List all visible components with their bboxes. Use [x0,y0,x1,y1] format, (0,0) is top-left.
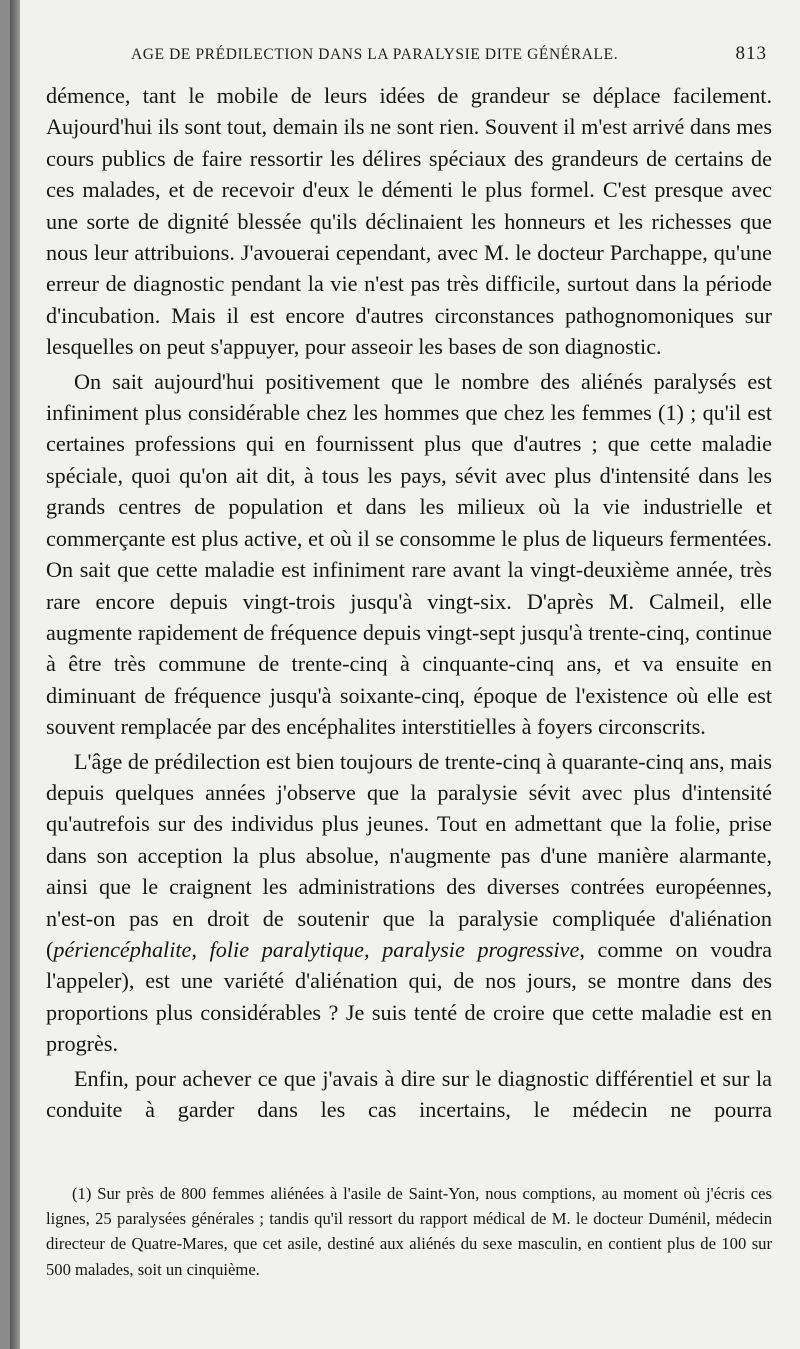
book-page [10,0,800,1349]
paragraph-3-after: , comme on voudra l'appeler), est une variété d'aliénation qui, de nos jours, se montre dans des proportions plus considérables ? Je suis tenté de croire que cette maladie est en progrès. [46,936,772,1057]
page-number: 813 [735,43,767,64]
paragraph-3 [46,746,772,1060]
paragraph-1: démence, tant le mobile de leurs idées de grandeur se déplace facilement. Aujourd'hui ils sont tout, demain ils ne sont rien. Souvent il m'est arrivé dans mes cours publics de faire ressortir les délires spéciaux des grandeurs de certains de ces malades, et de recevoir d'eux le démenti le plus formel. C'est presque avec une sorte de dignité blessée qu'ils déclinaient les honneurs et les richesses que nous leur attribuions. J'avouerai cependant, avec M. le docteur Parchappe, qu'une erreur de diagnostic pendant la vie n'est pas très difficile, surtout dans la période d'incubation. Mais il est encore d'autres circonstances pathognomoniques sur lesquelles on peut s'appuyer, pour asseoir les bases de son diagnostic. [46,83,772,360]
paragraph-3-italic: périencéphalite, folie paralytique, paralysie progressive [53,936,580,962]
body-text [46,80,772,1128]
paragraph-3-before: L'âge de prédilection est bien toujours de trente-cinq à quarante-cinq ans, mais depuis quelques années j'observe que la paralysie sévit avec plus d'intensité qu'autrefois sur des individus plus jeunes. Tout en admettant que la folie, prise dans son acception la plus absolue, n'augmente pas d'une manière alarmante, ainsi que le craignent les administrations des diverses contrées européennes, n'est-on pas en droit de soutenir que la paralysie compliquée d'aliénation ( [46,748,772,962]
footnote: (1) Sur près de 800 femmes aliénées à l'asile de Saint-Yon, nous comptions, au moment où j'écris ces lignes, 25 paralysées générales ; tandis qu'il ressort du rapport médical de M. le docteur Duménil, médecin directeur de Quatre-Mares, que cet asile, destiné aux aliénés du sexe masculin, en contient plus de 100 sur 500 malades, soit un cinquième. [46,1184,772,1279]
running-title: AGE DE PRÉDILECTION DANS LA PARALYSIE DITE GÉNÉRALE. [131,46,619,63]
page-edge-shadow [10,0,20,1349]
paragraph-4: Enfin, pour achever ce que j'avais à dire sur le diagnostic différentiel et sur la conduite à garder dans les cas incertains, le médecin ne pourra [46,1065,772,1122]
paragraph-2: On sait aujourd'hui positivement que le nombre des aliénés paralysés est infiniment plus considérable chez les hommes que chez les femmes (1) ; qu'il est certaines professions qui en fournissent plus que d'autres ; que cette maladie spéciale, quoi qu'on ait dit, à tous les pays, sévit avec plus d'intensité dans les grands centres de population et dans les milieux où la vie industrielle et commerçante est plus active, et où il se consomme le plus de liqueurs fermentées. On sait que cette maladie est infiniment rare avant la vingt-deuxième année, très rare encore depuis vingt-trois jusqu'à vingt-six. D'après M. Calmeil, elle augmente rapidement de fréquence depuis vingt-sept jusqu'à trente-cinq, continue à être très commune de trente-cinq à cinquante-cinq ans, et va ensuite en diminuant de fréquence jusqu'à soixante-cinq, époque de l'existence où elle est souvent remplacée par des encéphalites interstitielles à foyers circonscrits. [46,368,772,740]
